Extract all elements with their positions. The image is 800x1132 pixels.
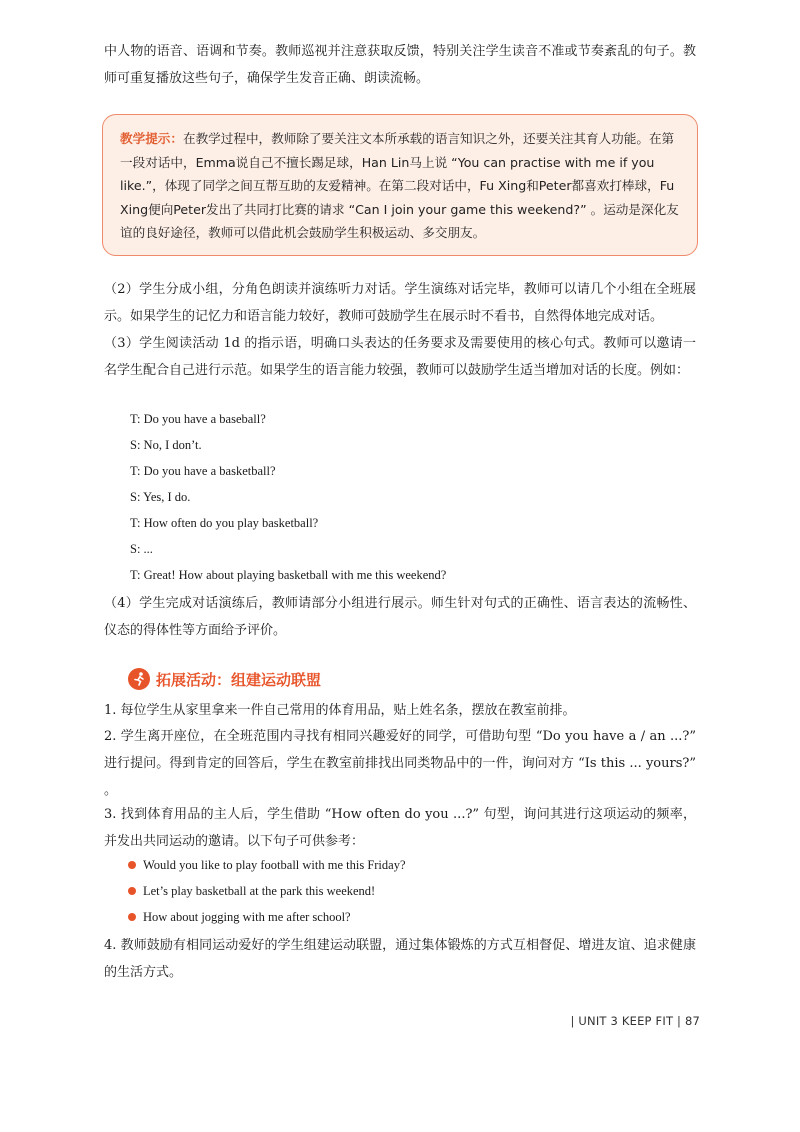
- extension-item-2: 2. 学生离开座位，在全班范围内寻找有相同兴趣爱好的同学，可借助句型 “Do you have a / an ...?” 进行提问。得到肯定的回答后，学生在教室前排找出同类物品中的一件，询问对方 “Is this ... yours?” 。: [104, 729, 696, 798]
- page-footer: | UNIT 3 KEEP FIT | 87: [570, 1014, 700, 1028]
- example-sentence: [128, 856, 698, 874]
- bullet-dot-icon: [128, 861, 136, 869]
- step-4-paragraph: （4）学生完成对话演练后，教师请部分小组进行展示。师生针对句式的正确性、语言表达的流畅性、仪态的得体性等方面给予评价。: [104, 596, 696, 638]
- step-3-paragraph: （3）学生阅读活动 1d 的指示语，明确口头表达的任务要求及需要使用的核心句式。教师可以邀请一名学生配合自己进行示范。如果学生的语言能力较强，教师可以鼓励学生适当增加对话的长度。例如：: [104, 336, 696, 378]
- bullet-dot-icon: [128, 913, 136, 921]
- example-sentence: [128, 882, 698, 900]
- tip-body: 在教学过程中，教师除了要关注文本所承载的语言知识之外，还要关注其育人功能。在第一段对话中，Emma说自己不擅长踢足球，Han Lin马上说 “You can practise with me if you like.”，体现了同学之间互帮互助的友爱精神。在第二段对话中，Fu Xing和Peter都喜欢打棒球，Fu Xing便向Peter发出了共同打比赛的请求 “Can I join your game this weekend?” 。运动是深化友谊的良好途径，教师可以借此机会鼓励学生积极运动、多交朋友。: [120, 131, 679, 240]
- dialog-line: T: Do you have a baseball?: [130, 412, 266, 426]
- example-sentence: [128, 908, 698, 926]
- bullet-dot-icon: [128, 887, 136, 895]
- example-sentence-text: Let’s play basketball at the park this weekend!: [143, 884, 376, 898]
- example-sentence-text: Would you like to play football with me this Friday?: [143, 858, 406, 872]
- dialog-line: S: Yes, I do.: [130, 490, 191, 504]
- dialog-line: T: Great! How about playing basketball with me this weekend?: [130, 568, 447, 582]
- teaching-tip: [120, 127, 680, 245]
- dialog-line: S: No, I don’t.: [130, 438, 202, 452]
- step-2-paragraph: （2）学生分成小组，分角色朗读并演练听力对话。学生演练对话完毕，教师可以请几个小组在全班展示。如果学生的记忆力和语言能力较好，教师可鼓励学生在展示时不看书，自然得体地完成对话。: [104, 282, 696, 324]
- extension-item-1: 1. 每位学生从家里拿来一件自己常用的体育用品，贴上姓名条，摆放在教室前排。: [104, 703, 576, 718]
- extension-heading: [128, 666, 321, 692]
- extension-item-3: 3. 找到体育用品的主人后，学生借助 “How often do you ...?” 句型，询问其进行这项运动的频率，并发出共同运动的邀请。以下句子可供参考：: [104, 807, 696, 849]
- running-person-icon: [128, 668, 150, 690]
- dialog-line: T: Do you have a basketball?: [130, 464, 276, 478]
- top-paragraph: 中人物的语音、语调和节奏。教师巡视并注意获取反馈，特别关注学生读音不准或节奏紊乱的句子。教师可重复播放这些句子，确保学生发音正确、朗读流畅。: [104, 44, 696, 86]
- dialog-line: T: How often do you play basketball?: [130, 516, 319, 530]
- extension-item-4: 4. 教师鼓励有相同运动爱好的学生组建运动联盟，通过集体锻炼的方式互相督促、增进友谊、追求健康的生活方式。: [104, 938, 696, 980]
- example-sentence-text: How about jogging with me after school?: [143, 910, 351, 924]
- extension-title: 拓展活动：组建运动联盟: [156, 670, 322, 689]
- tip-label: 教学提示：: [120, 131, 183, 146]
- dialog-line: S: ...: [130, 542, 153, 556]
